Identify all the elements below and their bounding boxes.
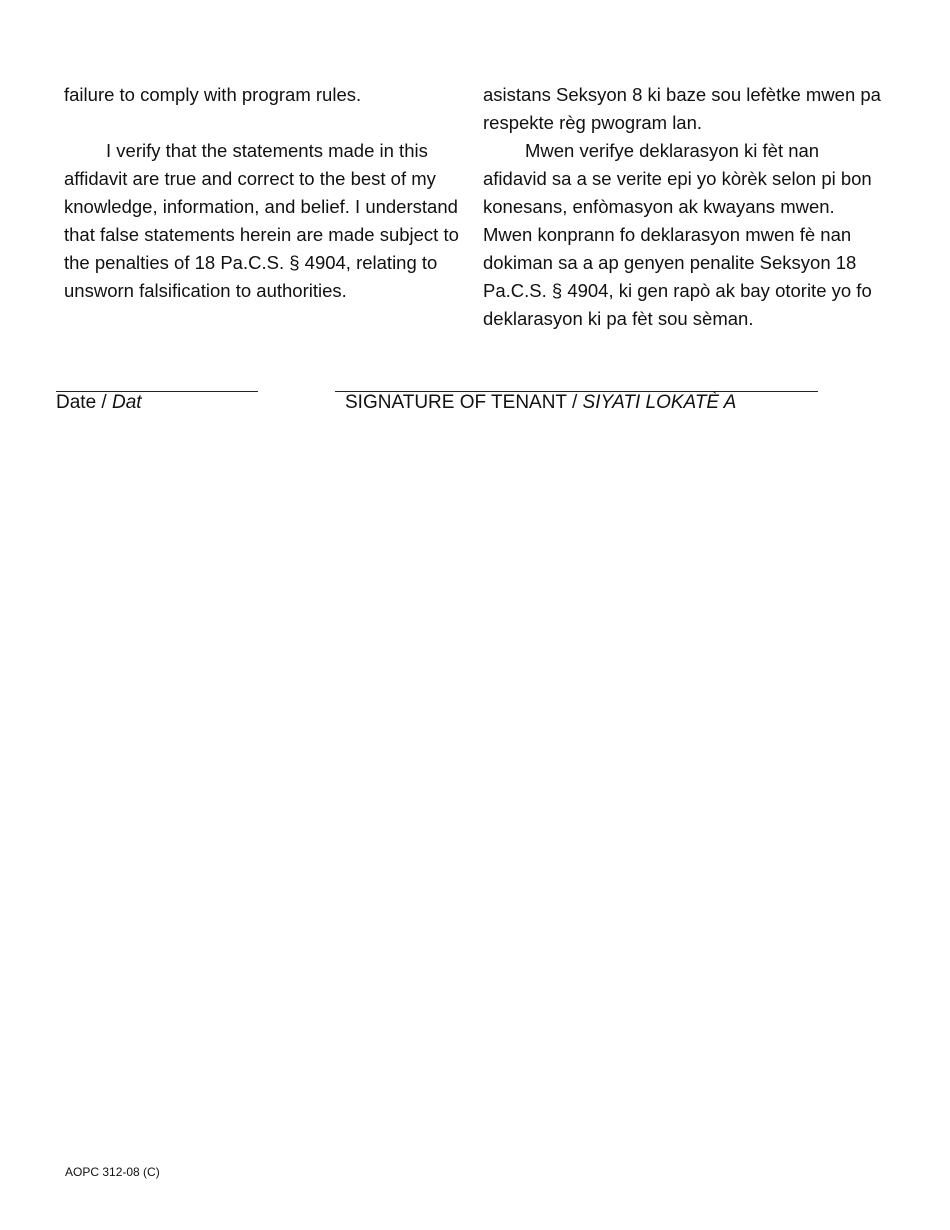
right-verify-line: Mwen verifye deklarasyon ki fèt nan	[525, 140, 820, 161]
left-verify-line: knowledge, information, and belief. I understand	[64, 196, 458, 217]
left-column-english	[64, 81, 474, 305]
right-verify-line: dokiman sa a ap genyen penalite Seksyon 18	[483, 252, 857, 273]
tenant-label-en: SIGNATURE OF TENANT /	[345, 392, 583, 413]
left-verify-line: I verify that the statements made in this	[106, 140, 428, 161]
left-verify-line: that false statements herein are made subject to	[64, 224, 459, 245]
right-verify-line: konesans, enfòmasyon ak kwayans mwen.	[483, 196, 835, 217]
left-verify-line: affidavit are true and correct to the best of my	[64, 168, 436, 189]
right-verify-line: Mwen konprann fo deklarasyon mwen fè nan	[483, 224, 852, 245]
date-label-en: Date /	[56, 392, 112, 413]
right-intro-line: respekte règ pwogram lan.	[483, 112, 703, 133]
date-label	[56, 392, 142, 414]
right-verify-line: Pa.C.S. § 4904, ki gen rapò ak bay otorite yo fo	[483, 280, 872, 301]
right-column-creole	[483, 81, 913, 333]
right-verify-line: deklarasyon ki pa fèt sou sèman.	[483, 308, 754, 329]
date-label-ht: Dat	[111, 392, 142, 413]
right-verify-line: afidavid sa a se verite epi yo kòrèk selon pi bon	[483, 168, 872, 189]
left-verify-line: unsworn falsification to authorities.	[64, 280, 347, 301]
tenant-label-ht: SIYATI LOKATÈ A	[582, 392, 737, 413]
left-verify-line: the penalties of 18 Pa.C.S. § 4904, relating to	[64, 252, 438, 273]
tenant-signature-label	[345, 392, 736, 414]
form-id: AOPC 312-08 (C)	[65, 1165, 160, 1179]
left-intro-line: failure to comply with program rules.	[64, 84, 362, 105]
right-intro-line: asistans Seksyon 8 ki baze sou lefètke mwen pa	[483, 84, 881, 105]
